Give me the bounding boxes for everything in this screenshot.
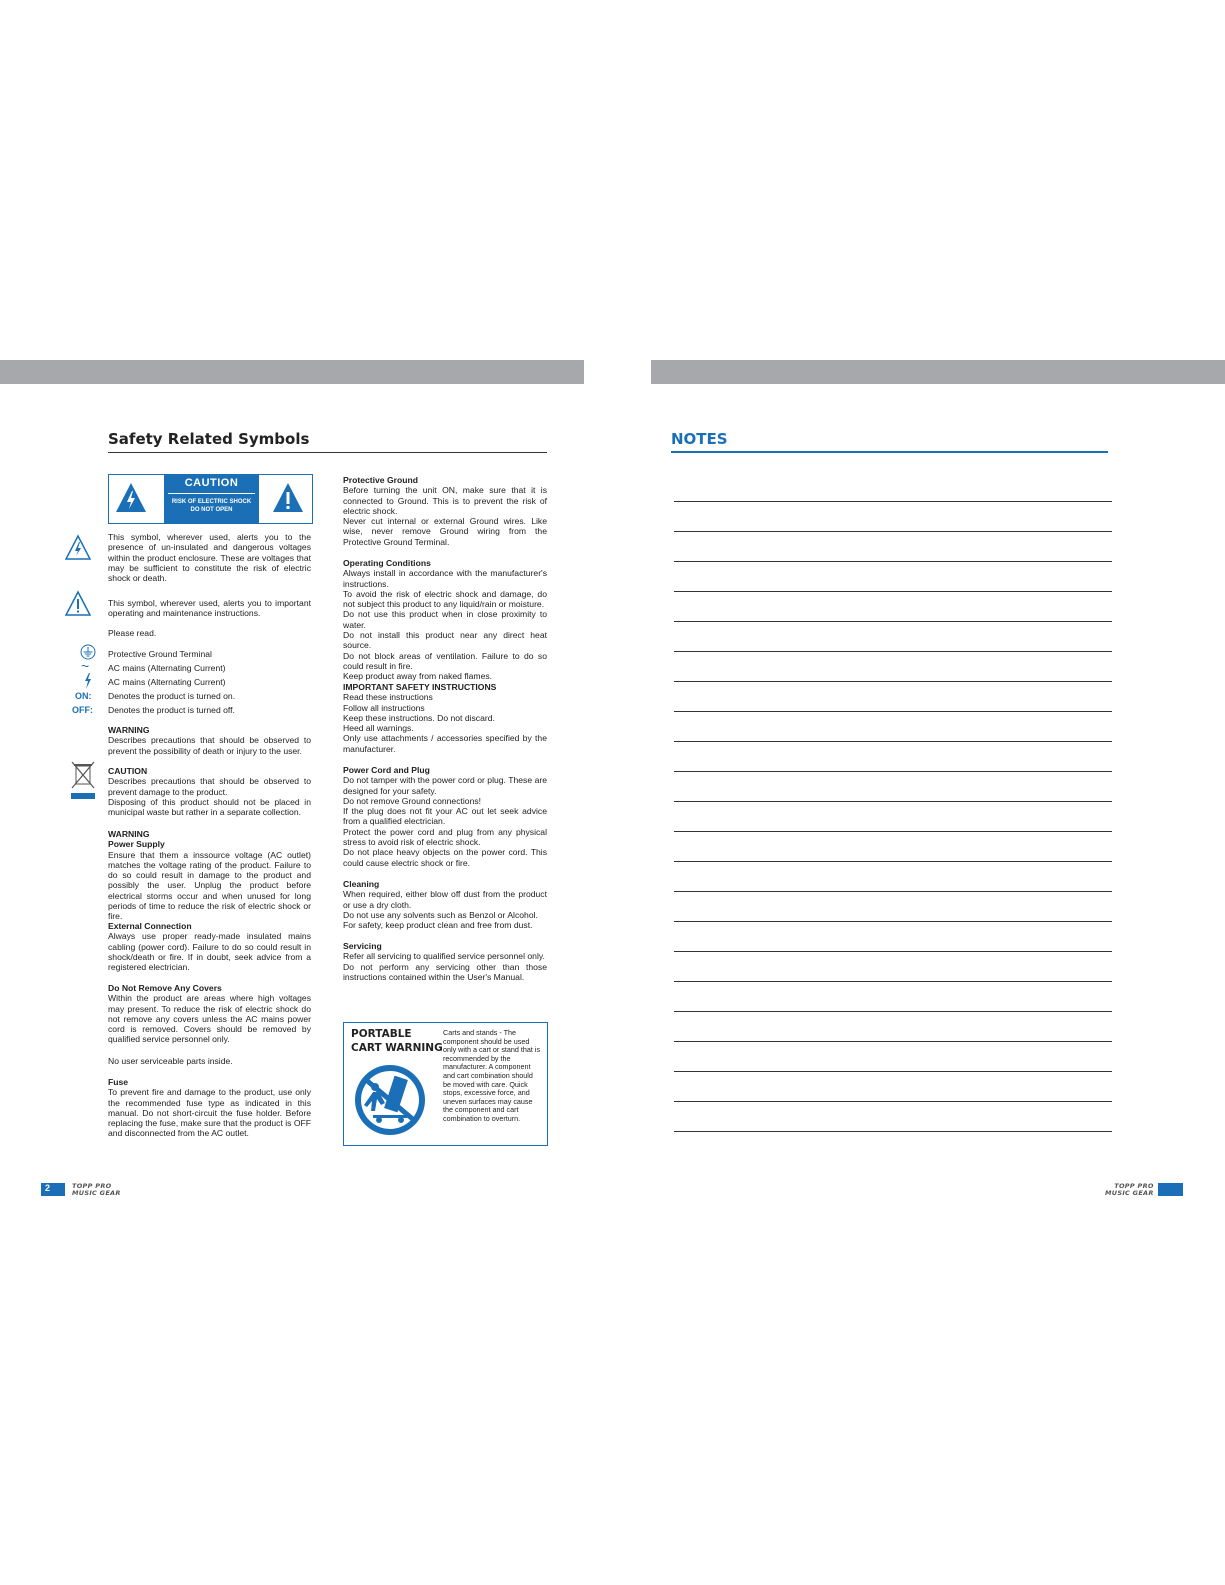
operating-conditions-heading: Operating Conditions [343, 558, 431, 568]
protective-ground-text-1: Before turning the unit ON, make sure that it is connected to Ground. This is to prevent the risk of electric shock. [343, 485, 547, 516]
caution-label [108, 474, 313, 524]
protective-ground-block [343, 475, 547, 547]
protective-ground-text-2: Never cut internal or external Ground wires. Like wise, never remove Ground wiring from the Protective Ground Terminal. [343, 516, 547, 547]
important-line: Follow all instructions [343, 702, 425, 713]
left-logo-line1: TOPP PRO [72, 1182, 112, 1190]
no-user-serviceable: No user serviceable parts inside. [108, 1056, 233, 1066]
cleaning-heading: Cleaning [343, 879, 380, 889]
caution-line1: RISK OF ELECTRIC SHOCK [171, 499, 252, 505]
operating-line: Do not install this product near any direct heat source. [343, 630, 547, 651]
notes-line [674, 741, 1112, 742]
symbol-row-on: Denotes the product is turned on. [108, 691, 236, 701]
page-number-badge [41, 1183, 65, 1196]
servicing-block [343, 941, 547, 982]
right-footer-badge [1158, 1183, 1183, 1196]
operating-line: To avoid the risk of electric shock and damage, do not subject this product to any liquid/rain or moisture. [343, 588, 547, 610]
cleaning-line: When required, either blow off dust from the product or use a dry cloth. [343, 889, 547, 910]
notes-line [674, 1041, 1112, 1042]
notes-line [674, 1071, 1112, 1072]
servicing-heading: Servicing [343, 941, 382, 951]
power-cord-line: Protect the power cord and plug from any physical stress to avoid risk of electric shock. [343, 826, 547, 848]
notes-line [674, 711, 1112, 712]
caution-divider [168, 493, 255, 494]
page-title: Safety Related Symbols [108, 430, 310, 448]
operating-line: Keep product away from naked flames. [343, 671, 493, 682]
caution-text-2: Disposing of this product should not be placed in municipal waste but rather in a separate collection. [108, 796, 311, 818]
caution-text-1: Describes precautions that should be observed to prevent damage to the product. [108, 776, 311, 797]
warning-text: Describes precautions that should be observed to prevent the possibility of death or injury to the user. [108, 735, 311, 756]
power-supply-block [108, 829, 311, 922]
important-line: Read these instructions [343, 692, 433, 703]
symbol-row-ac-1: AC mains (Alternating Current) [108, 663, 226, 673]
left-logo-line2: MUSIC GEAR [72, 1188, 121, 1197]
notes-line [674, 891, 1112, 892]
notes-line [674, 1101, 1112, 1102]
operating-line: Do not use this product when in close proximity to water. [343, 609, 547, 630]
important-heading: IMPORTANT SAFETY INSTRUCTIONS [343, 682, 497, 692]
cleaning-line: Do not use any solvents such as Benzol or Alcohol. [343, 909, 538, 920]
fuse-block [108, 1077, 311, 1139]
left-logo [72, 1183, 121, 1196]
notes-line [674, 981, 1112, 982]
operating-line: Always install in accordance with the manufacturer's instructions. [343, 568, 547, 589]
warning-heading: WARNING [108, 725, 150, 735]
exclamation-triangle-icon [64, 590, 92, 618]
notes-line [674, 681, 1112, 682]
notes-line [674, 921, 1112, 922]
notes-line [674, 801, 1112, 802]
power-cord-line: Do not tamper with the power cord or plug. These are designed for your safety. [343, 775, 547, 796]
protective-ground-heading: Protective Ground [343, 475, 418, 485]
cart-warning-text: Carts and stands - The component should be used only with a cart or stand that is recommended by the manufacturer. A component and cart combination should be moved with care. Quick stops, excessive force, and uneven surfaces may cause the component and cart combination to overturn. [443, 1028, 541, 1123]
notes-line [674, 591, 1112, 592]
operating-conditions-block [343, 558, 547, 682]
important-line: Keep these instructions. Do not discard. [343, 712, 495, 723]
symbol-desc-2: This symbol, wherever used, alerts you to important operating and maintenance instructions. [108, 598, 311, 619]
symbol-row-ground: Protective Ground Terminal [108, 649, 212, 659]
title-rule [108, 452, 547, 453]
power-supply-text: Ensure that them a inssource voltage (AC outlet) matches the voltage rating of the product. Failure to do so could result in damage to the product and possibly the user. Unplug the product before electrical storms occur and when unused for long periods of time to reduce the risk of electric shock or fire. [108, 849, 311, 922]
off-label: OFF: [72, 705, 93, 715]
left-header-bar [0, 360, 584, 384]
important-line: Heed all warnings. [343, 723, 414, 734]
power-cord-line: If the plug does not fit your AC out let seek advice from a qualified electrician. [343, 806, 547, 827]
ac-tilde-icon: ~ [81, 658, 90, 674]
fuse-text: To prevent fire and damage to the product, use only the recommended fuse type as indicated in this manual. Do not short-circuit the fuse holder. Before replacing the fuse, make sure that the product is OFF and disconnected from the AC outlet. [108, 1087, 312, 1139]
notes-line [674, 621, 1112, 622]
power-cord-block [343, 765, 547, 868]
caution-line2: DO NOT OPEN [190, 507, 233, 513]
notes-line [674, 951, 1112, 952]
covers-block [108, 983, 311, 1045]
power-warning-heading: WARNING [108, 829, 150, 839]
symbol-row-ac-2: AC mains (Alternating Current) [108, 677, 226, 687]
notes-line [674, 651, 1112, 652]
lightning-triangle-icon [114, 481, 148, 515]
servicing-line: Refer all servicing to qualified service personnel only. [343, 951, 545, 962]
right-logo [1105, 1183, 1154, 1196]
cleaning-block [343, 879, 547, 930]
right-logo-line1: TOPP PRO [1114, 1182, 1154, 1190]
notes-line [674, 501, 1112, 502]
notes-title-rule [671, 451, 1108, 453]
cart-warning-title-2: CART WARNING [351, 1042, 443, 1054]
cart-warning-title-1: PORTABLE [351, 1028, 412, 1040]
lightning-bolt-icon [83, 673, 93, 689]
notes-line [674, 831, 1112, 832]
power-cord-heading: Power Cord and Plug [343, 765, 430, 775]
please-read: Please read. [108, 628, 157, 638]
power-cord-line: Do not place heavy objects on the power cord. This could cause electric shock or fire. [343, 847, 547, 868]
caution-block [108, 766, 311, 817]
symbol-desc-1: This symbol, wherever used, alerts you to the presence of un-insulated and dangerous voltages within the product enclosure. These are voltages that may be sufficient to constitute the risk of electric shock or death. [108, 532, 311, 584]
caution-title: CAUTION [184, 477, 239, 489]
servicing-line: Do not perform any servicing other than those instructions contained within the User's Manual. [343, 961, 547, 982]
cart-warning-box [343, 1022, 548, 1146]
external-connection-block [108, 921, 311, 972]
power-cord-line: Do not remove Ground connections! [343, 795, 482, 806]
caution-center [164, 475, 259, 523]
cleaning-line: For safety, keep product clean and free from dust. [343, 920, 533, 931]
important-block [343, 682, 547, 754]
symbol-row-off: Denotes the product is turned off. [108, 705, 235, 715]
power-supply-heading: Power Supply [108, 839, 165, 850]
crossed-bin-icon [70, 760, 96, 802]
notes-line [674, 531, 1112, 532]
notes-line [674, 861, 1112, 862]
covers-heading: Do Not Remove Any Covers [108, 983, 222, 993]
notes-line [674, 1131, 1112, 1132]
exclamation-triangle-icon [271, 481, 305, 515]
right-header-bar [651, 360, 1225, 384]
on-label: ON: [75, 691, 92, 701]
notes-line [674, 1011, 1112, 1012]
covers-text: Within the product are areas where high voltages may present. To reduce the risk of electric shock do not remove any covers unless the AC mains power cord is removed. Covers should be removed by qualified service personnel only. [108, 993, 311, 1045]
operating-line: Do not block areas of ventilation. Failure to do so could result in fire. [343, 650, 547, 671]
notes-line [674, 771, 1112, 772]
external-connection-text: Always use proper ready-made insulated mains cabling (power cord). Failure to do so could result in shock/death or fire. If in doubt, seek advice from a registered electrician. [108, 931, 311, 973]
right-logo-line2: MUSIC GEAR [1105, 1188, 1154, 1197]
lightning-triangle-icon [64, 534, 92, 562]
fuse-heading: Fuse [108, 1077, 129, 1087]
notes-title: NOTES [671, 430, 728, 448]
warning-block [108, 725, 311, 756]
notes-line [674, 561, 1112, 562]
important-line: Only use attachments / accessories specified by the manufacturer. [343, 733, 547, 754]
caution-heading: CAUTION [108, 766, 148, 776]
cart-tip-icon [353, 1063, 427, 1137]
page-number: 2 [45, 1183, 51, 1193]
external-connection-heading: External Connection [108, 921, 192, 931]
